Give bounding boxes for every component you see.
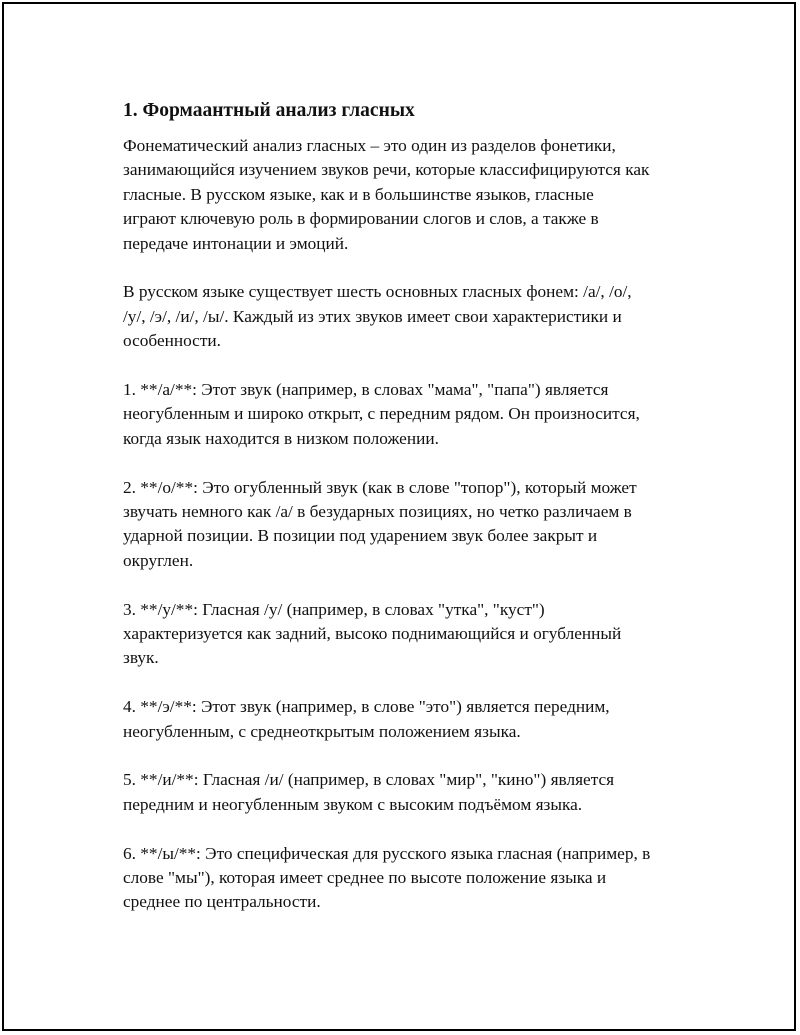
paragraph-vowel-u: 3. **/у/**: Гласная /у/ (например, в словах "утка", "куст") характеризуется как задний, высоко поднимающийся и огубленный звук.: [123, 599, 622, 668]
page-border: [2, 2, 796, 1031]
paragraph-vowel-list: В русском языке существует шесть основных гласных фонем: /а/, /о/, /у/, /э/, /и/, /ы/. Каждый из этих звуков имеет свои характеристики и особенности.: [123, 282, 632, 351]
section-heading: 1. Формаантный анализ гласных: [123, 100, 415, 121]
paragraph-vowel-i: 5. **/и/**: Гласная /и/ (например, в словах "мир", "кино") является передним и неогубленным звуком с высоким подъёмом языка.: [123, 770, 615, 814]
paragraph-vowel-o: 2. **/о/**: Это огубленный звук (как в слове "топор"), который может звучать немного как /а/ в безударных позициях, но четко различаем в ударной позиции. В позиции под ударением звук более закрыт и округлен.: [123, 477, 637, 570]
document-body: [123, 98, 703, 939]
paragraph-vowel-e: 4. **/э/**: Этот звук (например, в слове "это") является передним, неогубленным, с среднеоткрытым положением языка.: [123, 697, 610, 741]
paragraph-vowel-y: 6. **/ы/**: Это специфическая для русского языка гласная (например, в слове "мы"), которая имеет среднее по высоте положение языка и среднее по центральности.: [123, 843, 651, 912]
paragraph-intro: Фонематический анализ гласных – это один из разделов фонетики, занимающийся изучением звуков речи, которые классифицируются как гласные. В русском языке, как и в большинстве языков, гласные играют ключевую роль в формировании слогов и слов, а также в передаче интонации и эмоций.: [123, 136, 650, 253]
paragraph-vowel-a: 1. **/а/**: Этот звук (например, в словах "мама", "папа") является неогубленным и широко открыт, с передним рядом. Он произносится, когда язык находится в низком положении.: [123, 380, 640, 448]
